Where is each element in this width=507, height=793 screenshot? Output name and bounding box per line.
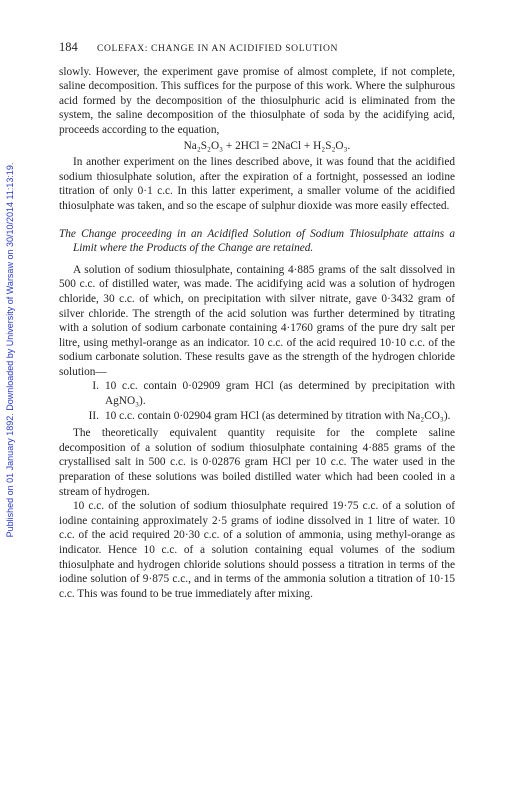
paragraph-2: In another experiment on the lines described above, it was found that the acidified sodium thiosulphate solution, after the expiration of a fortnight, possessed an iodine titration of only 0·1 c.c. In this latter experiment, a smaller volume of the acidified thiosulphate was taken, and so the escape of sulphur dioxide was more easily effected.	[59, 156, 455, 212]
list-item-number: II.	[88, 409, 99, 422]
list-item-text: 10 c.c. contain 0·02904 gram HCl (as determined by titration with Na₂CO₃).	[105, 409, 451, 422]
page-number: 184	[59, 40, 78, 54]
download-watermark	[0, 70, 20, 630]
paragraph-1: slowly. However, the experiment gave promise of almost complete, if not complete, saline decomposition. This suffices for the purpose of this work. Where the sulphurous acid formed by the decomposition of the thiosulphuric acid is eliminated from the system, the saline decomposition of the thiosulphate of soda by the acidifying acid, proceeds according to the equation,	[59, 65, 455, 136]
paragraph-3: A solution of sodium thiosulphate, containing 4·885 grams of the salt dissolved in 500 c.c. of distilled water, was made. The acidifying acid was a solution of hydrogen chloride, 30 c.c. of which, on precipitation with silver nitrate, gave 0·3432 gram of silver chloride. The strength of the acid solution was further determined by titrating with a solution of sodium carbonate containing 4·1760 grams of the pure dry salt per litre, using methyl-orange as an indicator. 10 c.c. of the acid required 10·10 c.c. of the sodium carbonate solution. These results gave as the strength of the hydrogen chloride solution—	[59, 263, 455, 378]
section-title: The Change proceeding in an Acidified Solution of Sodium Thiosulphate attains a Limit where the Products of the Change are retained.	[59, 227, 455, 255]
paragraph-5: 10 c.c. of the solution of sodium thiosulphate required 19·75 c.c. of a solution of iodine containing approximately 2·5 grams of iodine dissolved in 1 litre of water. 10 c.c. of the acid required 20·30 c.c. of a solution of ammonia, using methyl-orange as indicator. Hence 10 c.c. of a solution containing equal volumes of the sodium thiosulphate and hydrogen chloride solutions should possess a titration in terms of the iodine solution of 9·875 c.c., and in terms of the ammonia solution a titration of 10·15 c.c. This was found to be true immediately after mixing.	[59, 500, 455, 600]
list-item	[77, 379, 455, 408]
equation: Na₂S₂O₃ + 2HCl = 2NaCl + H₂S₂O₃.	[183, 139, 351, 152]
list-item-number: I.	[92, 380, 99, 393]
list-item-text: 10 c.c. contain 0·02909 gram HCl (as determined by precipitation with AgNO₃).	[105, 380, 455, 408]
page-content	[59, 40, 455, 601]
paragraph-4: The theoretically equivalent quantity requisite for the complete saline decomposition of a solution of sodium thiosulphate containing 4·885 grams of the crystallised salt in 500 c.c. is 0·02876 gram HCl per 10 c.c. The water used in the preparation of these solutions was boiled distilled water which had been cooled in a stream of hydrogen.	[59, 427, 455, 498]
running-head: COLEFAX: CHANGE IN AN ACIDIFIED SOLUTION	[97, 43, 339, 54]
page-header	[59, 40, 455, 57]
download-watermark-text: Published on 01 January 1892. Downloaded by University of Warsaw on 30/10/2014 11:13:19.	[5, 162, 15, 538]
list-item	[77, 409, 455, 424]
